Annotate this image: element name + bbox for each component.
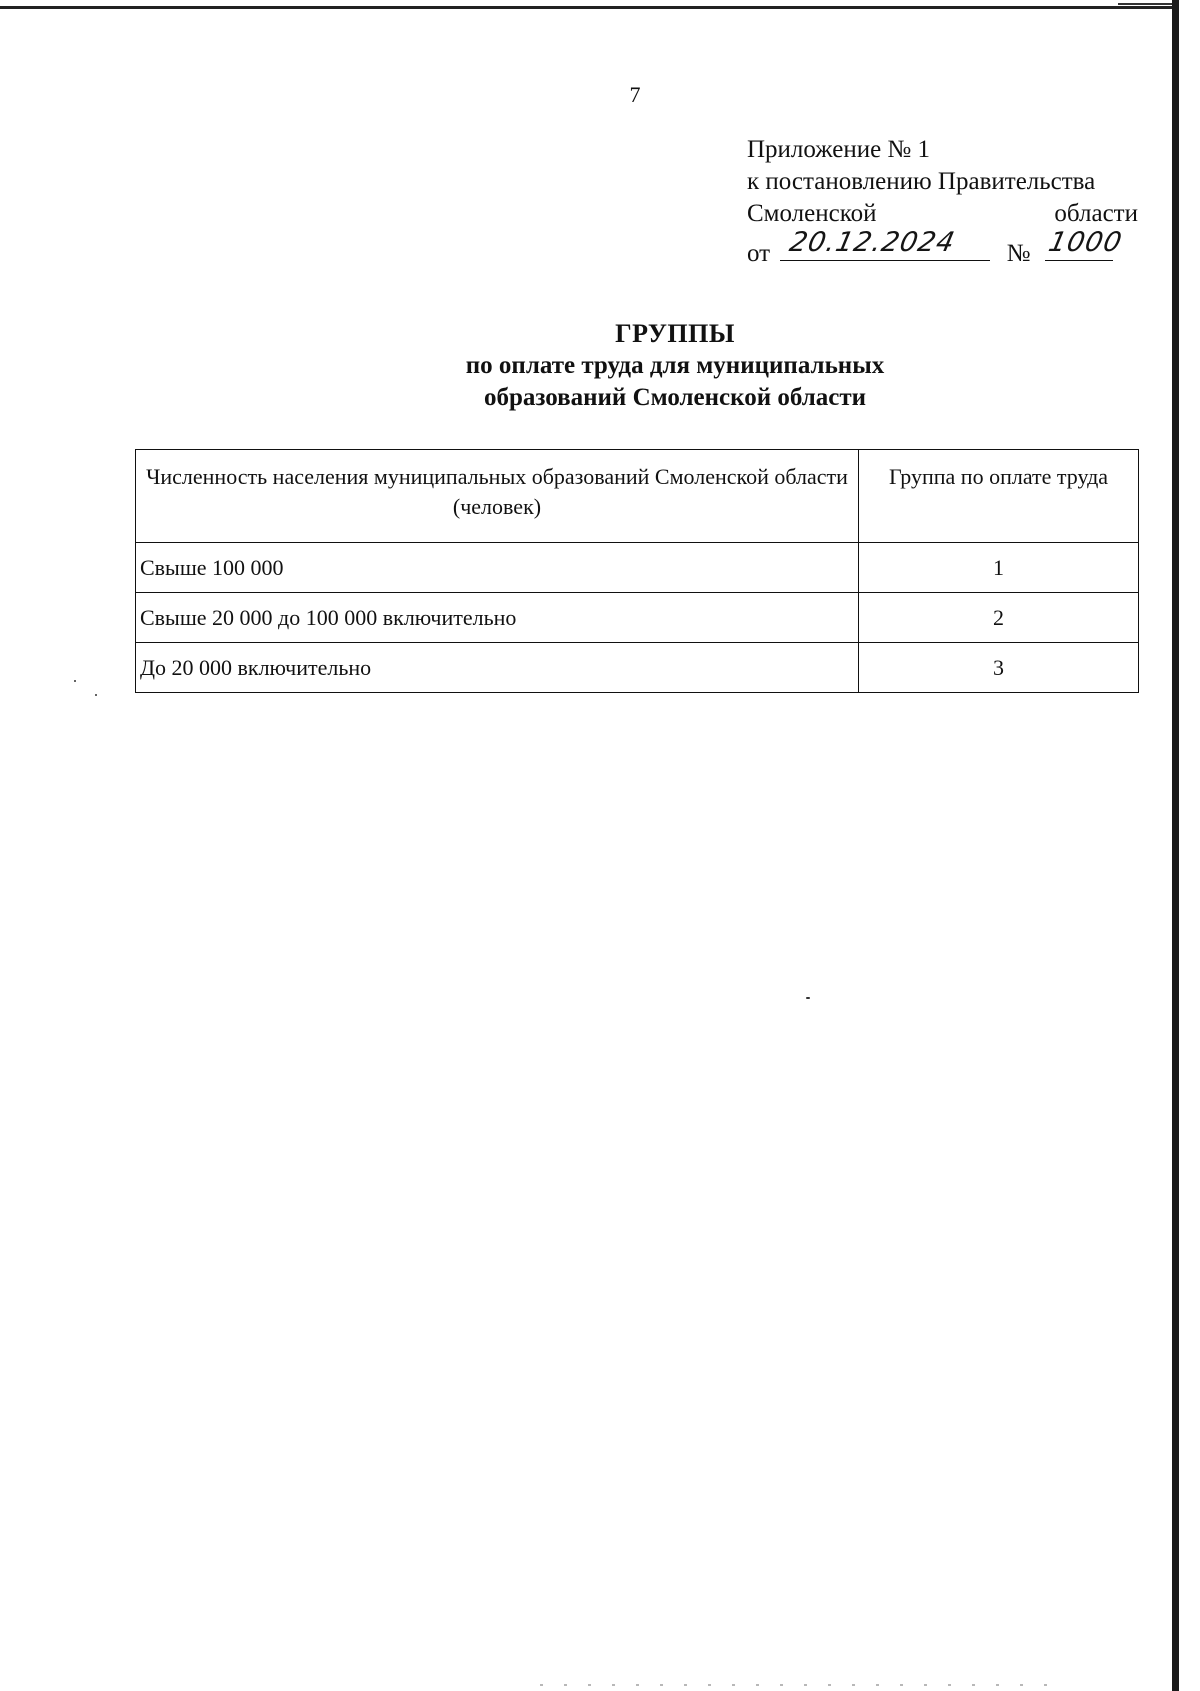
appendix-header [747, 134, 1138, 270]
pay-group-cell: 3 [859, 643, 1139, 693]
header-population: Численность населения муниципальных образований Смоленской области (человек) [136, 450, 859, 543]
scan-speck [806, 997, 810, 999]
pay-groups-table [135, 449, 1139, 693]
scan-speck [95, 694, 97, 696]
appendix-region-left: Смоленской [747, 200, 877, 227]
document-title [200, 318, 1150, 414]
scan-speck [74, 680, 76, 682]
population-range-cell: Свыше 100 000 [136, 543, 859, 593]
pay-group-cell: 1 [859, 543, 1139, 593]
scan-top-border [0, 6, 1175, 9]
appendix-reference: к постановлению Правительства [747, 168, 1096, 195]
date-prefix: от [747, 240, 771, 267]
scan-right-edge [1172, 0, 1179, 1691]
header-pay-group: Группа по оплате труда [859, 450, 1139, 543]
pay-group-cell: 2 [859, 593, 1139, 643]
table-header-row [136, 450, 1139, 543]
table-row [136, 543, 1139, 593]
handwritten-number: 1000 [1045, 227, 1125, 258]
number-label: № [1006, 240, 1031, 267]
appendix-date-row [747, 227, 1138, 270]
title-main: ГРУППЫ [615, 319, 735, 348]
table-row [136, 593, 1139, 643]
date-field [780, 227, 990, 261]
title-subtitle-line1: по оплате труда для муниципальных [465, 352, 885, 379]
scan-top-border-right [1118, 3, 1176, 5]
appendix-title: Приложение № 1 [747, 136, 931, 163]
population-range-cell: До 20 000 включительно [136, 643, 859, 693]
scan-bottom-specks [540, 1684, 1060, 1686]
appendix-region-right: области [1054, 200, 1138, 227]
number-field [1045, 227, 1125, 261]
appendix-region-line [747, 198, 1138, 230]
table-row [136, 643, 1139, 693]
handwritten-date: 20.12.2024 [787, 227, 959, 258]
population-range-cell: Свыше 20 000 до 100 000 включительно [136, 593, 859, 643]
page-number: 7 [629, 82, 641, 107]
title-subtitle-line2: образований Смоленской области [483, 384, 867, 411]
